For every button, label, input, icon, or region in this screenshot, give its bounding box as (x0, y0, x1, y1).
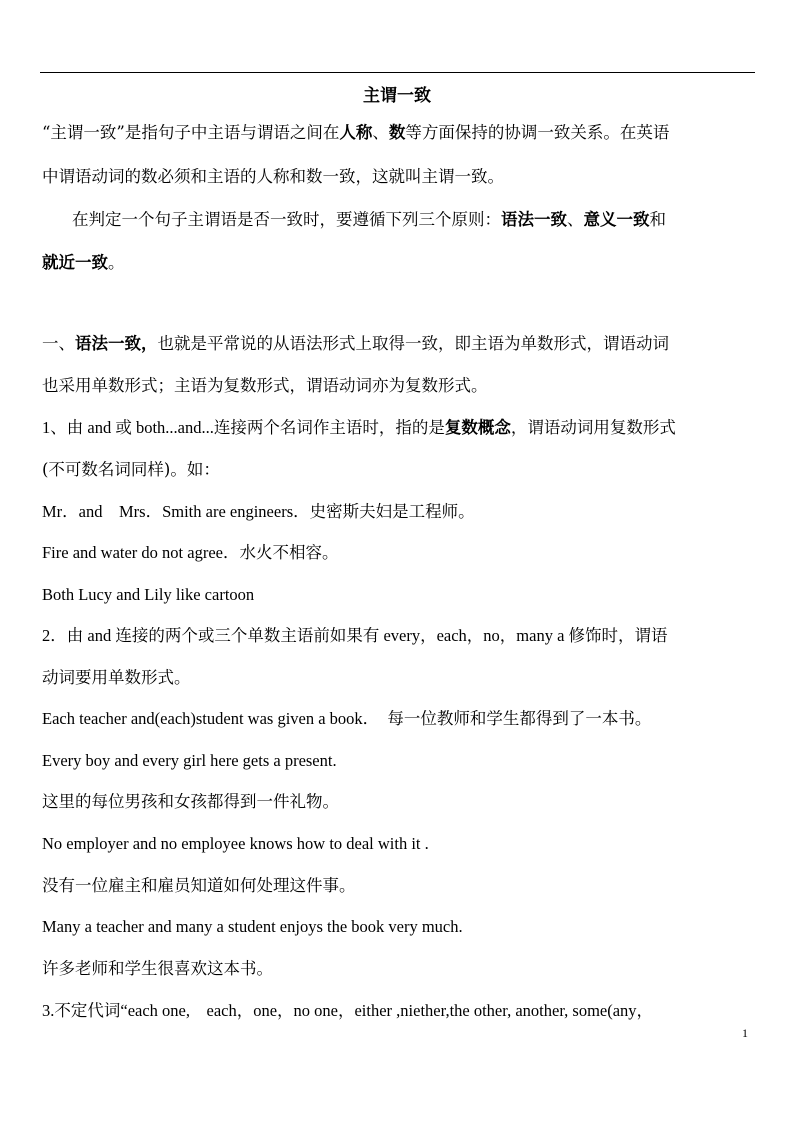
intro-bold-person: 人称 (339, 123, 373, 142)
section-number: 一、 (42, 334, 75, 353)
example-6-translation: 没有一位雇主和雇员知道如何处理这件事。 (42, 876, 356, 895)
principle-meaning: 意义一致 (583, 210, 650, 229)
principles-text: 和 (649, 210, 666, 229)
intro-bold-number: 数 (388, 123, 406, 142)
intro-paragraph-line-1 (42, 121, 757, 145)
section1-line-2: 也采用单数形式；主语为复数形式，谓语动词亦为复数形式。 (42, 376, 488, 395)
example-2: Fire and water do not agree．水火不相容。 (42, 543, 339, 562)
principles-text: 在判定一个句子主谓语是否一致时，要遵循下列三个原则： (72, 210, 501, 229)
rule1-text: 1、由 and 或 both...and...连接两个名词作主语时，指的是 (42, 418, 445, 437)
rule2-line-2: 动词要用单数形式。 (42, 668, 191, 687)
header-rule (40, 72, 755, 73)
example-7-translation: 许多老师和学生很喜欢这本书。 (42, 959, 273, 978)
section1-title: 语法一致， (75, 334, 158, 353)
rule1-line-2: (不可数名词同样)。如： (42, 460, 220, 479)
example-4: Each teacher and(each)student was given a book． 每一位教师和学生都得到了一本书。 (42, 709, 652, 728)
page-number: 1 (742, 1026, 748, 1040)
principles-text: 、 (567, 210, 584, 229)
intro-paragraph-line-2: 中谓语动词的数必须和主语的人称和数一致，这就叫主谓一致。 (42, 167, 504, 186)
rule2-line-1: 2．由 and 连接的两个或三个单数主语前如果有 every，each，no，many a 修饰时，谓语 (42, 626, 668, 645)
example-1: Mr．and Mrs．Smith are engineers．史密斯夫妇是工程师。 (42, 502, 475, 521)
rule1-bold: 复数概念 (444, 418, 511, 437)
example-6: No employer and no employee knows how to deal with it . (42, 834, 429, 853)
principles-text: 。 (108, 253, 125, 272)
principles-line-1 (72, 208, 787, 232)
example-3: Both Lucy and Lily like cartoon (42, 585, 255, 604)
intro-text: 、 (372, 123, 389, 142)
intro-text: 等方面保持的协调一致关系。在英语 (405, 123, 670, 142)
principles-line-2 (42, 251, 757, 275)
section1-heading (42, 332, 757, 356)
rule3-line-1: 3.不定代词“each one, each，one，no one，either ,niether,the other, another, some(any， (42, 1001, 654, 1020)
example-5-translation: 这里的每位男孩和女孩都得到一件礼物。 (42, 792, 339, 811)
example-7: Many a teacher and many a student enjoys the book very much. (42, 917, 463, 936)
principle-grammar: 语法一致 (501, 210, 567, 229)
page-title: 主谓一致 (363, 86, 431, 106)
intro-text: “主谓一致”是指句子中主语与谓语之间在 (42, 123, 340, 142)
rule1-text: ，谓语动词用复数形式 (510, 418, 676, 437)
section1-text: 也就是平常说的从语法形式上取得一致，即主语为单数形式，谓语动词 (157, 334, 669, 353)
rule1-line-1 (42, 416, 757, 440)
principle-proximity: 就近一致 (42, 253, 108, 272)
example-5: Every boy and every girl here gets a present. (42, 751, 337, 770)
